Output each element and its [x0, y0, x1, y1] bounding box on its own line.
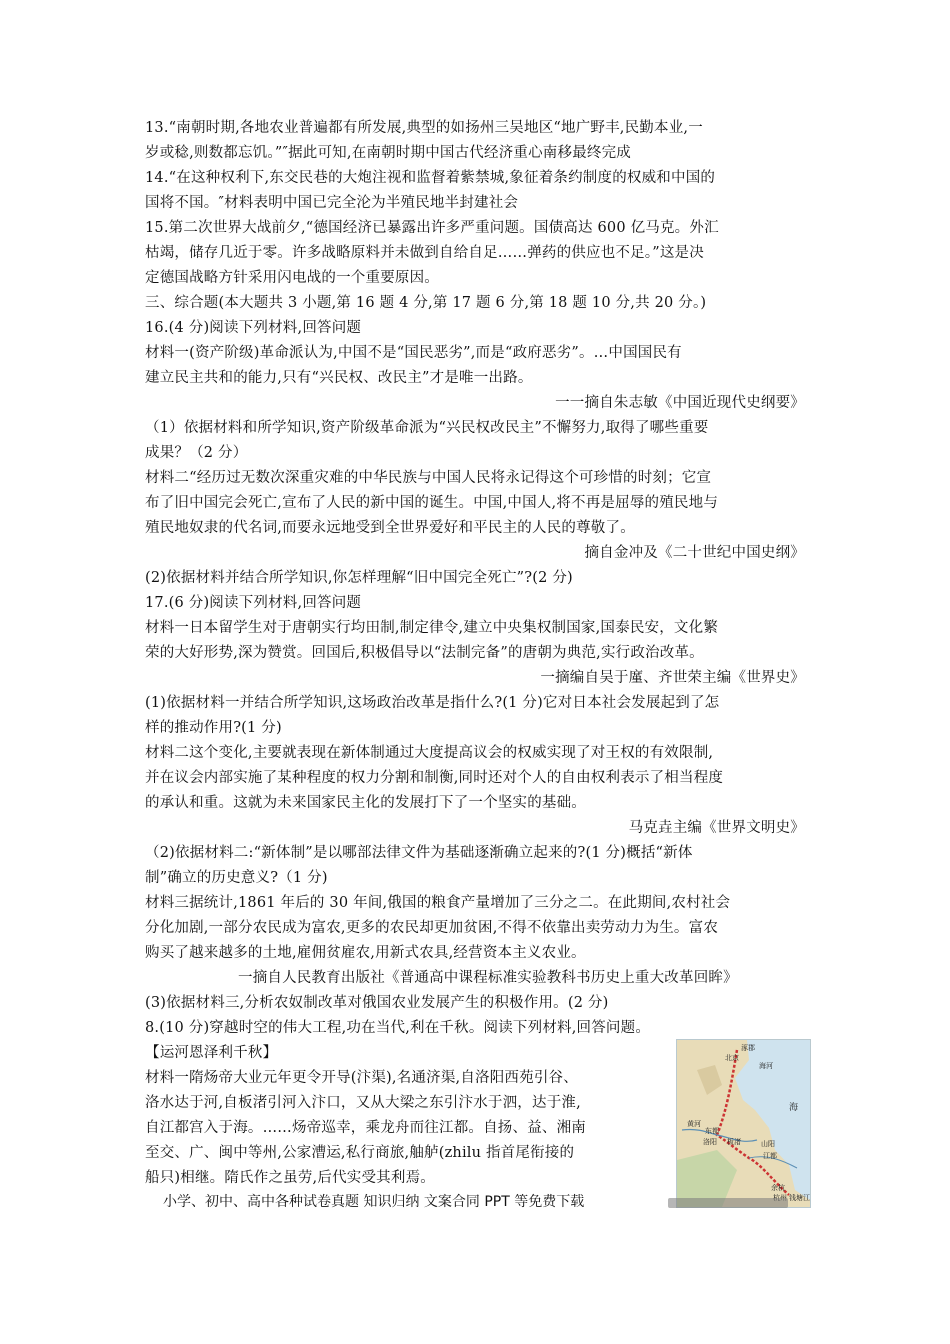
map-label: 海 — [789, 1103, 799, 1113]
text-line: 的承认和重。这就为未来国家民主化的发展打下了一个坚实的基础。 — [145, 795, 586, 811]
text-line: 至交、广、闽中等州,公家漕运,私行商旅,舳舻(zhilu 指首尾衔接的 — [145, 1145, 575, 1161]
text-line: 建立民主共和的能力,只有“兴民权、改民主”才是唯一出路。 — [145, 370, 533, 386]
website-watermark — [668, 1198, 788, 1208]
map-label: 余杭 — [771, 1184, 785, 1192]
text-line: 船只)相继。隋氏作之虽劳,后代实受其利焉。 — [145, 1170, 435, 1186]
footer-text: 小学、初中、高中各种试卷真题 知识归纳 文案合同 PPT 等免费下载 — [163, 1194, 585, 1210]
map-label: 江都 — [763, 1152, 777, 1160]
text-line: （1）依据材料和所学知识,资产阶级革命派为“兴民权改民主”不懈努力,取得了哪些重要 — [145, 420, 709, 436]
text-line: 14.“在这种权利下,东交民巷的大炮注视和监督着紫禁城,象征着条约制度的权威和中国的 — [145, 170, 716, 186]
text-line: 制”确立的历史意义?（1 分) — [145, 870, 328, 886]
text-line: 材料二这个变化,主要就表现在新体制通过大度提高议会的权威实现了对王权的有效限制, — [145, 745, 714, 761]
question-heading: 8.(10 分)穿越时空的伟大工程,功在当代,利在千秋。阅读下列材料,回答问题。 — [145, 1020, 651, 1036]
map-label: 洛阳 — [703, 1138, 717, 1146]
text-line: 材料一(资产阶级)革命派认为,中国不是“国民恶劣”,而是“政府恶劣”。…中国国民有 — [145, 345, 682, 361]
map-label: 山阳 — [761, 1140, 775, 1148]
text-line: 13.“南朝时期,各地农业普遍都有所发展,典型的如扬州三吴地区“地广野丰,民勤本业,一 — [145, 120, 703, 136]
source-citation: 摘自金冲及《二十世纪中国史纲》 — [584, 545, 805, 561]
source-citation: 一摘编自吴于廑、齐世荣主编《世界史》 — [540, 670, 805, 686]
map-label: 钱塘江 — [789, 1194, 810, 1202]
text-line: （2)依据材料二:“新体制”是以哪部法律文件为基础逐渐确立起来的?(1 分)概括“新体 — [145, 845, 693, 861]
text-line: 自江都宫入于海。……炀帝巡幸，乘龙舟而往江都。自扬、益、湘南 — [145, 1120, 586, 1136]
source-citation: 一摘自人民教育出版社《普通高中课程标准实验教科书历史上重大改革回眸》 — [238, 970, 738, 986]
map-label: 东都 — [705, 1127, 719, 1135]
text-line: 材料一隋炀帝大业元年更令开导(汴渠),名通济渠,自洛阳西苑引谷、 — [145, 1070, 578, 1086]
question-heading: 17.(6 分)阅读下列材料,回答问题 — [145, 595, 362, 611]
text-line: 国将不国。″材料表明中国已完全沦为半殖民地半封建社会 — [145, 195, 519, 211]
text-line: 材料三据统计,1861 年后的 30 年间,俄国的粮食产量增加了三分之二。在此期间,农村社会 — [145, 895, 731, 911]
text-line: 岁或稔,则数都忘饥。”″据此可知,在南朝时期中国古代经济重心南移最终完成 — [145, 145, 631, 161]
text-line: 枯竭，储存几近于零。许多战略原料并未做到自给自足……弹药的供应也不足。”这是决 — [145, 245, 704, 261]
text-line: 购买了越来越多的土地,雇佣贫雇农,用新式农具,经营资本主义农业。 — [145, 945, 586, 961]
text-line: 样的推动作用?(1 分) — [145, 720, 282, 736]
text-line: 荣的大好形势,深为赞赏。回国后,积极倡导以“法制完备”的唐朝为典范,实行政治改革。 — [145, 645, 704, 661]
text-line: 并在议会内部实施了某种程度的权力分割和制衡,同时还对个人的自由权利表示了相当程度 — [145, 770, 724, 786]
source-citation: 一一摘自朱志敏《中国近现代史纲要》 — [555, 395, 805, 411]
text-line: 殖民地奴隶的代名词,而要永远地受到全世界爱好和平民主的人民的尊敬了。 — [145, 520, 635, 536]
text-line: 成果？（2 分） — [145, 445, 248, 461]
text-line: 洛水达于河,自板渚引河入汴口，又从大梁之东引汴水于泗，达于淮, — [145, 1095, 581, 1111]
material-heading: 【运河恩泽利千秋】 — [145, 1045, 278, 1061]
map-label: 海河 — [759, 1062, 773, 1070]
question-heading: 16.(4 分)阅读下列材料,回答问题 — [145, 320, 362, 336]
text-line: (1)依据材料一并结合所学知识,这场政治改革是指什么?(1 分)它对日本社会发展起到了怎 — [145, 695, 720, 711]
text-line: 定德国战略方针采用闪电战的一个重要原因。 — [145, 270, 439, 286]
text-line: (3)依据材料三,分析农奴制改革对俄国农业发展产生的积极作用。(2 分) — [145, 995, 609, 1011]
text-line: 材料二“经历过无数次深重灾难的中华民族与中国人民将永记得这个可珍惜的时刻；它宣 — [145, 470, 712, 486]
section-heading: 三、综合题(本大题共 3 小题,第 16 题 4 分,第 17 题 6 分,第 18 题 10 分,共 20 分。) — [145, 295, 707, 311]
map-label: 黄河 — [687, 1120, 701, 1128]
text-line: 15.第二次世界大战前夕,“德国经济已暴露出许多严重问题。国债高达 600 亿马克。外汇 — [145, 220, 719, 236]
map-label: 板渚 — [727, 1138, 741, 1146]
text-line: (2)依据材料并结合所学知识,你怎样理解“旧中国完全死亡”?(2 分) — [145, 570, 573, 586]
text-line: 材料一日本留学生对于唐朝实行均田制,制定律令,建立中央集权制国家,国泰民安，文化繁 — [145, 620, 719, 636]
map-label: 涿郡 — [741, 1044, 755, 1052]
grand-canal-map — [676, 1039, 811, 1208]
text-line: 分化加剧,一部分农民成为富农,更多的农民却更加贫困,不得不依靠出卖劳动力为生。富农 — [145, 920, 719, 936]
map-label: 北京 — [725, 1054, 739, 1062]
map-figure — [677, 1040, 810, 1207]
source-citation: 马克垚主编《世界文明史》 — [628, 820, 805, 836]
text-line: 布了旧中国完会死亡,宣布了人民的新中国的诞生。中国,中国人,将不再是屈辱的殖民地与 — [145, 495, 719, 511]
